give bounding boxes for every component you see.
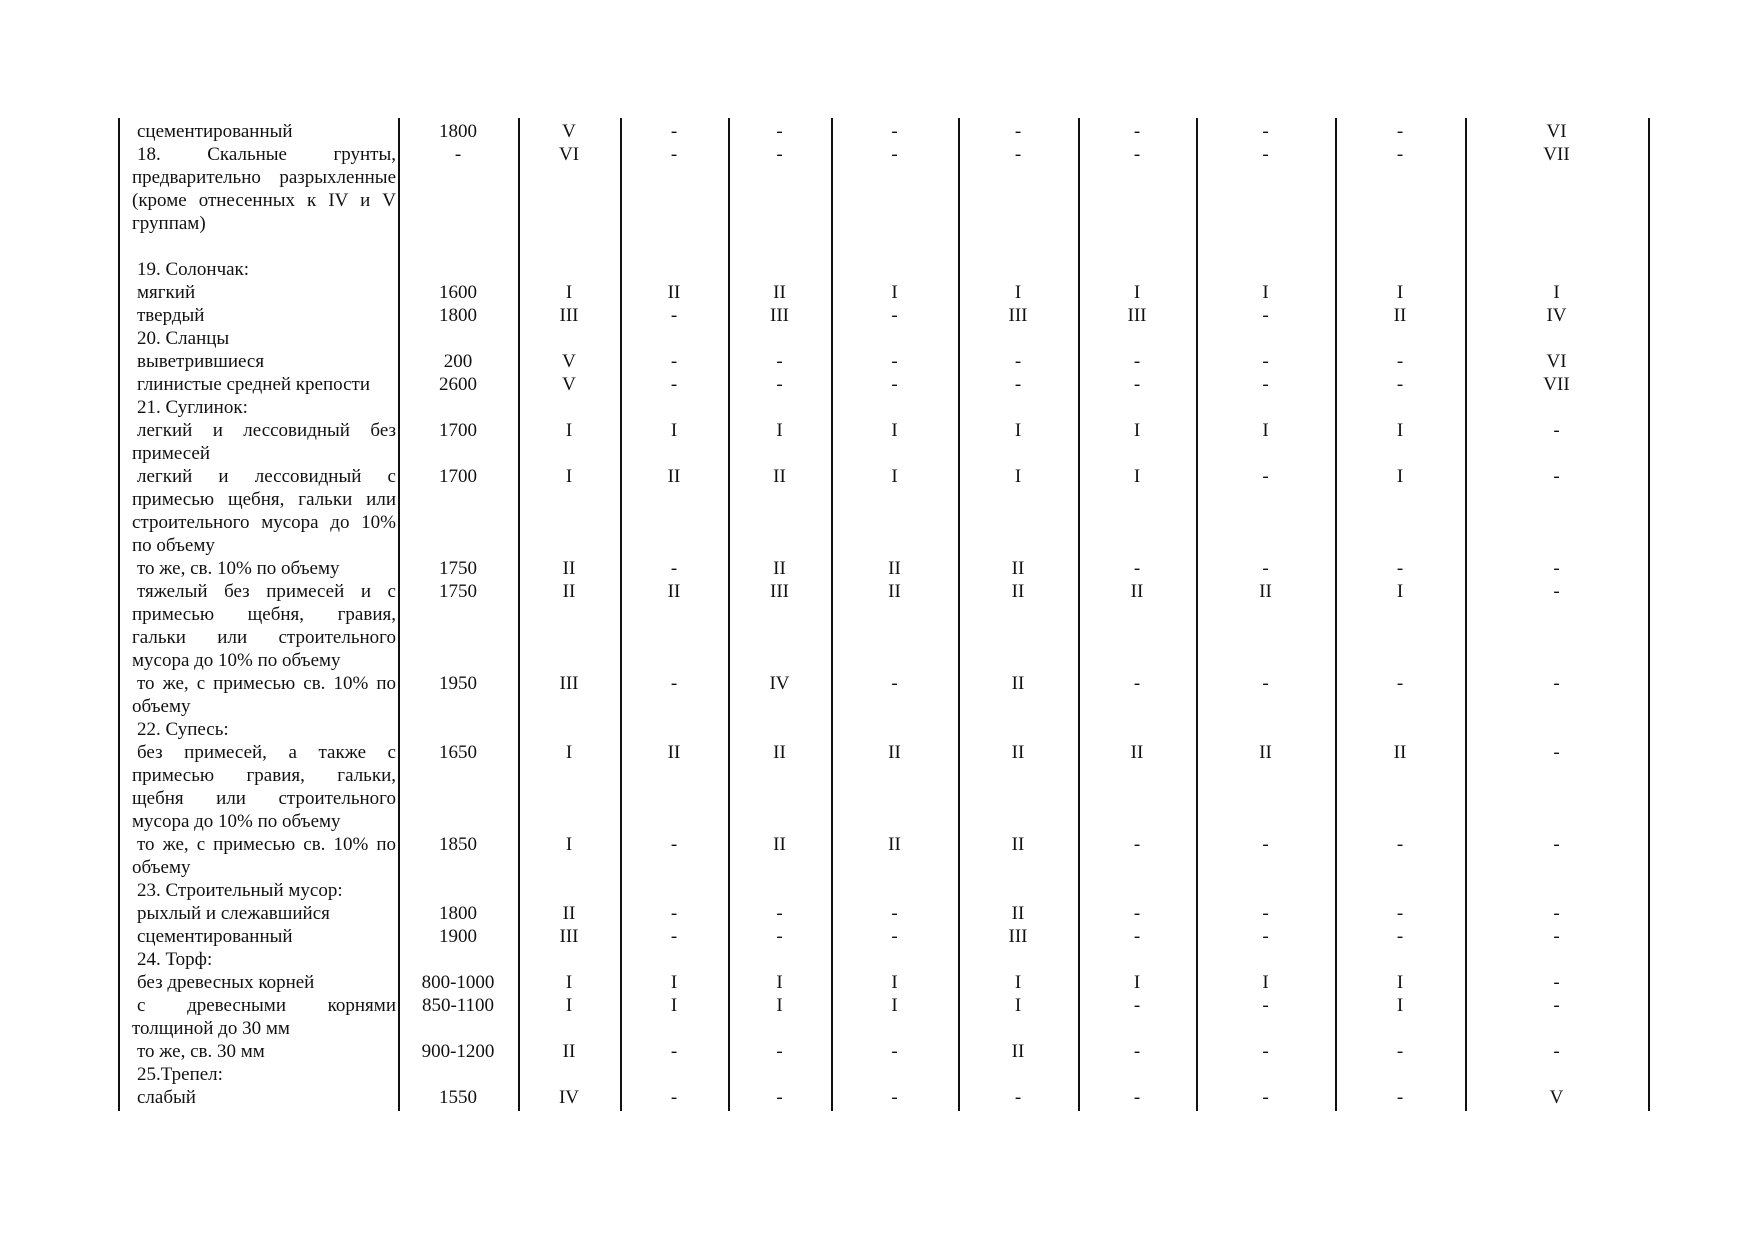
table-cell: -: [670, 374, 678, 395]
table-cell: 800-1000: [421, 972, 495, 993]
table-cell: -: [891, 903, 898, 924]
table-cell: -: [1262, 926, 1269, 947]
row-label: 25.Трепел:: [137, 1064, 223, 1085]
table-cell: 1800: [439, 121, 477, 142]
row-label: с древесными корнями толщиной до 30 мм: [132, 995, 396, 1039]
table-cell: -: [1396, 121, 1404, 142]
table-cell: -: [1133, 374, 1141, 395]
table-cell: I: [565, 282, 573, 303]
table-cell: I: [1396, 972, 1404, 993]
table-cell: -: [1396, 673, 1404, 694]
table-cell: II: [1393, 305, 1407, 326]
table-cell: II: [1011, 903, 1025, 924]
table-cell: -: [1396, 926, 1404, 947]
table-cell: 200: [443, 351, 473, 372]
table-cell: I: [1014, 995, 1022, 1016]
table-cell: II: [1011, 673, 1025, 694]
table-cell: -: [1553, 995, 1560, 1016]
table-cell: -: [1262, 351, 1269, 372]
row-label: слабый: [137, 1087, 196, 1108]
row-label: то же, с примесью св. 10% по объему: [132, 673, 396, 717]
row-label: без древесных корней: [137, 972, 315, 993]
table-cell: I: [891, 282, 898, 303]
table-cell: -: [776, 1041, 783, 1062]
column-divider: [1465, 118, 1467, 1111]
table-cell: V: [562, 351, 576, 372]
table-cell: -: [1262, 466, 1269, 487]
table-cell: 1550: [439, 1087, 477, 1108]
table-cell: -: [1133, 558, 1141, 579]
row-label: легкий и лессовидный без примесей: [132, 420, 396, 464]
table-cell: I: [1396, 466, 1404, 487]
table-cell: -: [1133, 903, 1141, 924]
table-cell: -: [891, 121, 898, 142]
table-cell: I: [565, 995, 573, 1016]
table-cell: V: [562, 121, 576, 142]
table-cell: VII: [1543, 374, 1570, 395]
table-cell: I: [891, 972, 898, 993]
table-cell: -: [670, 903, 678, 924]
column-divider: [1335, 118, 1337, 1111]
table-cell: I: [1133, 420, 1141, 441]
table-cell: III: [770, 581, 789, 602]
table-cell: II: [888, 581, 901, 602]
table-cell: 1850: [439, 834, 477, 855]
table-cell: -: [1553, 558, 1560, 579]
table-cell: VI: [558, 144, 580, 165]
table-cell: II: [888, 558, 901, 579]
table-cell: -: [1133, 673, 1141, 694]
table-cell: V: [562, 374, 576, 395]
table-cell: -: [670, 558, 678, 579]
table-cell: I: [776, 972, 783, 993]
row-label: сцементированный: [137, 926, 293, 947]
table-cell: -: [1262, 374, 1269, 395]
table-cell: I: [1014, 466, 1022, 487]
table-cell: II: [667, 282, 681, 303]
table-cell: II: [562, 581, 576, 602]
row-label: без примесей, а также с примесью гравия, гальки, щебня или строительного мусора до 10% по объему: [132, 742, 396, 832]
row-label: глинистые средней крепости: [137, 374, 371, 395]
table-cell: -: [1553, 581, 1560, 602]
table-cell: II: [773, 558, 786, 579]
table-cell: -: [1133, 144, 1141, 165]
table-cell: I: [670, 995, 678, 1016]
table-cell: -: [1262, 903, 1269, 924]
table-cell: -: [1262, 305, 1269, 326]
table-cell: I: [1396, 420, 1404, 441]
row-label: сцементированный: [137, 121, 293, 142]
table-cell: -: [891, 144, 898, 165]
table-cell: I: [776, 995, 783, 1016]
table-cell: I: [1133, 282, 1141, 303]
table-cell: 1950: [439, 673, 477, 694]
table-cell: -: [776, 351, 783, 372]
table-cell: II: [773, 834, 786, 855]
column-divider: [1078, 118, 1080, 1111]
table-cell: II: [562, 1041, 576, 1062]
table-cell: -: [1262, 673, 1269, 694]
table-cell: 1600: [439, 282, 477, 303]
table-cell: II: [1011, 581, 1025, 602]
table-cell: -: [1262, 1087, 1269, 1108]
table-cell: III: [1008, 305, 1028, 326]
table-cell: -: [1553, 420, 1560, 441]
table-cell: -: [1133, 1041, 1141, 1062]
table-cell: -: [776, 926, 783, 947]
table-cell: -: [1262, 121, 1269, 142]
table-cell: I: [670, 972, 678, 993]
table-cell: IV: [769, 673, 790, 694]
table-cell: II: [667, 466, 681, 487]
table-cell: -: [1133, 121, 1141, 142]
row-label: 23. Строительный мусор:: [137, 880, 343, 901]
table-cell: -: [670, 351, 678, 372]
table-cell: -: [1553, 834, 1560, 855]
table-cell: -: [1396, 903, 1404, 924]
table-cell: IV: [1546, 305, 1567, 326]
table-cell: -: [1396, 351, 1404, 372]
table-cell: I: [1133, 466, 1141, 487]
table-cell: -: [1553, 466, 1560, 487]
table-cell: II: [773, 466, 786, 487]
table-cell: 1650: [439, 742, 477, 763]
table-cell: -: [1396, 374, 1404, 395]
table-cell: I: [1396, 581, 1404, 602]
table-cell: -: [1553, 926, 1560, 947]
table-cell: -: [670, 305, 678, 326]
table-cell: -: [670, 1087, 678, 1108]
table-cell: -: [891, 1041, 898, 1062]
table-cell: -: [670, 673, 678, 694]
table-cell: I: [565, 834, 573, 855]
column-divider: [831, 118, 833, 1111]
row-label: выветрившиеся: [137, 351, 265, 372]
table-cell: -: [1014, 144, 1022, 165]
table-cell: 1750: [439, 558, 477, 579]
table-cell: VI: [1546, 121, 1567, 142]
row-label: 18. Скальные грунты, предварительно разрыхленные (кроме отнесенных к IV и V группам): [132, 144, 396, 234]
table-cell: -: [891, 1087, 898, 1108]
row-label: то же, с примесью св. 10% по объему: [132, 834, 396, 878]
table-cell: I: [1262, 420, 1269, 441]
table-cell: -: [891, 305, 898, 326]
table-cell: -: [1014, 1087, 1022, 1108]
column-divider: [118, 118, 120, 1111]
row-label: то же, св. 30 мм: [137, 1041, 265, 1062]
column-divider: [958, 118, 960, 1111]
table-cell: II: [667, 742, 681, 763]
table-cell: -: [1553, 1041, 1560, 1062]
row-label: тяжелый без примесей и с примесью щебня, гравия, гальки или строительного мусора до 10% по объему: [132, 581, 396, 671]
table-cell: II: [562, 903, 576, 924]
table-cell: -: [1133, 351, 1141, 372]
table-cell: -: [1262, 1041, 1269, 1062]
table-cell: -: [1396, 558, 1404, 579]
table-cell: -: [1553, 972, 1560, 993]
table-cell: -: [1396, 1087, 1404, 1108]
table-cell: II: [1393, 742, 1407, 763]
table-cell: -: [891, 926, 898, 947]
table-cell: 900-1200: [421, 1041, 495, 1062]
table-cell: -: [1262, 834, 1269, 855]
row-label: 22. Супесь:: [137, 719, 229, 740]
table-cell: VI: [1546, 351, 1567, 372]
column-divider: [1196, 118, 1198, 1111]
row-label: легкий и лессовидный с примесью щебня, гальки или строительного мусора до 10% по объему: [132, 466, 396, 556]
table-cell: II: [773, 282, 786, 303]
table-cell: -: [1133, 834, 1141, 855]
table-cell: -: [1553, 903, 1560, 924]
column-divider: [620, 118, 622, 1111]
table-cell: II: [1011, 834, 1025, 855]
table-cell: -: [670, 121, 678, 142]
table-cell: II: [1259, 742, 1272, 763]
table-cell: 1750: [439, 581, 477, 602]
column-divider: [728, 118, 730, 1111]
table-cell: -: [1553, 742, 1560, 763]
table-cell: III: [559, 305, 579, 326]
table-cell: I: [670, 420, 678, 441]
table-cell: III: [770, 305, 789, 326]
document-table: [118, 118, 1664, 1111]
table-cell: IV: [558, 1087, 580, 1108]
table-cell: 1900: [439, 926, 477, 947]
table-cell: -: [891, 673, 898, 694]
table-cell: I: [565, 420, 573, 441]
table-cell: I: [1014, 972, 1022, 993]
table-cell: -: [1133, 995, 1141, 1016]
table-cell: -: [1396, 1041, 1404, 1062]
column-divider: [1648, 118, 1650, 1111]
table-cell: III: [559, 926, 579, 947]
table-cell: -: [776, 374, 783, 395]
table-cell: -: [454, 144, 462, 165]
row-label: 19. Солончак:: [137, 259, 250, 280]
table-cell: VII: [1543, 144, 1570, 165]
table-cell: II: [562, 558, 576, 579]
table-cell: I: [1553, 282, 1560, 303]
table-cell: I: [565, 466, 573, 487]
table-cell: I: [565, 742, 573, 763]
table-cell: II: [1011, 558, 1025, 579]
table-cell: II: [1130, 581, 1144, 602]
table-cell: II: [1011, 1041, 1025, 1062]
row-label: 20. Сланцы: [137, 328, 230, 349]
table-cell: 1800: [439, 903, 477, 924]
table-cell: III: [1008, 926, 1028, 947]
table-cell: III: [1127, 305, 1147, 326]
row-label: мягкий: [137, 282, 196, 303]
table-cell: I: [1133, 972, 1141, 993]
table-cell: 1700: [439, 420, 477, 441]
table-cell: 1800: [439, 305, 477, 326]
table-cell: I: [1014, 420, 1022, 441]
table-cell: -: [670, 1041, 678, 1062]
table-cell: -: [1262, 995, 1269, 1016]
table-cell: I: [1396, 995, 1404, 1016]
row-label: твердый: [137, 305, 205, 326]
table-cell: I: [565, 972, 573, 993]
table-cell: I: [1014, 282, 1022, 303]
table-cell: -: [1396, 834, 1404, 855]
row-label: 21. Суглинок:: [137, 397, 248, 418]
table-cell: -: [776, 903, 783, 924]
row-label: то же, св. 10% по объему: [137, 558, 340, 579]
table-cell: III: [559, 673, 579, 694]
table-cell: -: [776, 1087, 783, 1108]
row-label: 24. Торф:: [137, 949, 213, 970]
table-cell: -: [1133, 1087, 1141, 1108]
table-cell: -: [776, 121, 783, 142]
table-cell: II: [773, 742, 786, 763]
table-cell: I: [891, 466, 898, 487]
table-cell: -: [670, 926, 678, 947]
row-label: рыхлый и слежавшийся: [137, 903, 330, 924]
column-divider: [518, 118, 520, 1111]
table-cell: I: [1262, 972, 1269, 993]
table-cell: 850-1100: [421, 995, 495, 1016]
table-cell: -: [1553, 673, 1560, 694]
table-cell: II: [888, 742, 901, 763]
table-cell: V: [1549, 1087, 1564, 1108]
table-cell: II: [1011, 742, 1025, 763]
column-divider: [398, 118, 400, 1111]
table-cell: -: [891, 351, 898, 372]
table-cell: II: [1130, 742, 1144, 763]
table-cell: -: [1014, 351, 1022, 372]
table-cell: I: [891, 420, 898, 441]
table-cell: -: [670, 144, 678, 165]
table-cell: I: [891, 995, 898, 1016]
table-cell: -: [776, 144, 783, 165]
table-cell: I: [1396, 282, 1404, 303]
table-cell: II: [667, 581, 681, 602]
table-cell: -: [891, 374, 898, 395]
table-cell: -: [670, 834, 678, 855]
table-cell: -: [1133, 926, 1141, 947]
table-cell: -: [1014, 121, 1022, 142]
table-cell: -: [1014, 374, 1022, 395]
table-cell: II: [1259, 581, 1272, 602]
table-cell: -: [1396, 144, 1404, 165]
table-cell: I: [776, 420, 783, 441]
table-cell: II: [888, 834, 901, 855]
table-cell: 1700: [439, 466, 477, 487]
table-cell: -: [1262, 144, 1269, 165]
table-cell: 2600: [439, 374, 477, 395]
table-cell: I: [1262, 282, 1269, 303]
table-cell: -: [1262, 558, 1269, 579]
